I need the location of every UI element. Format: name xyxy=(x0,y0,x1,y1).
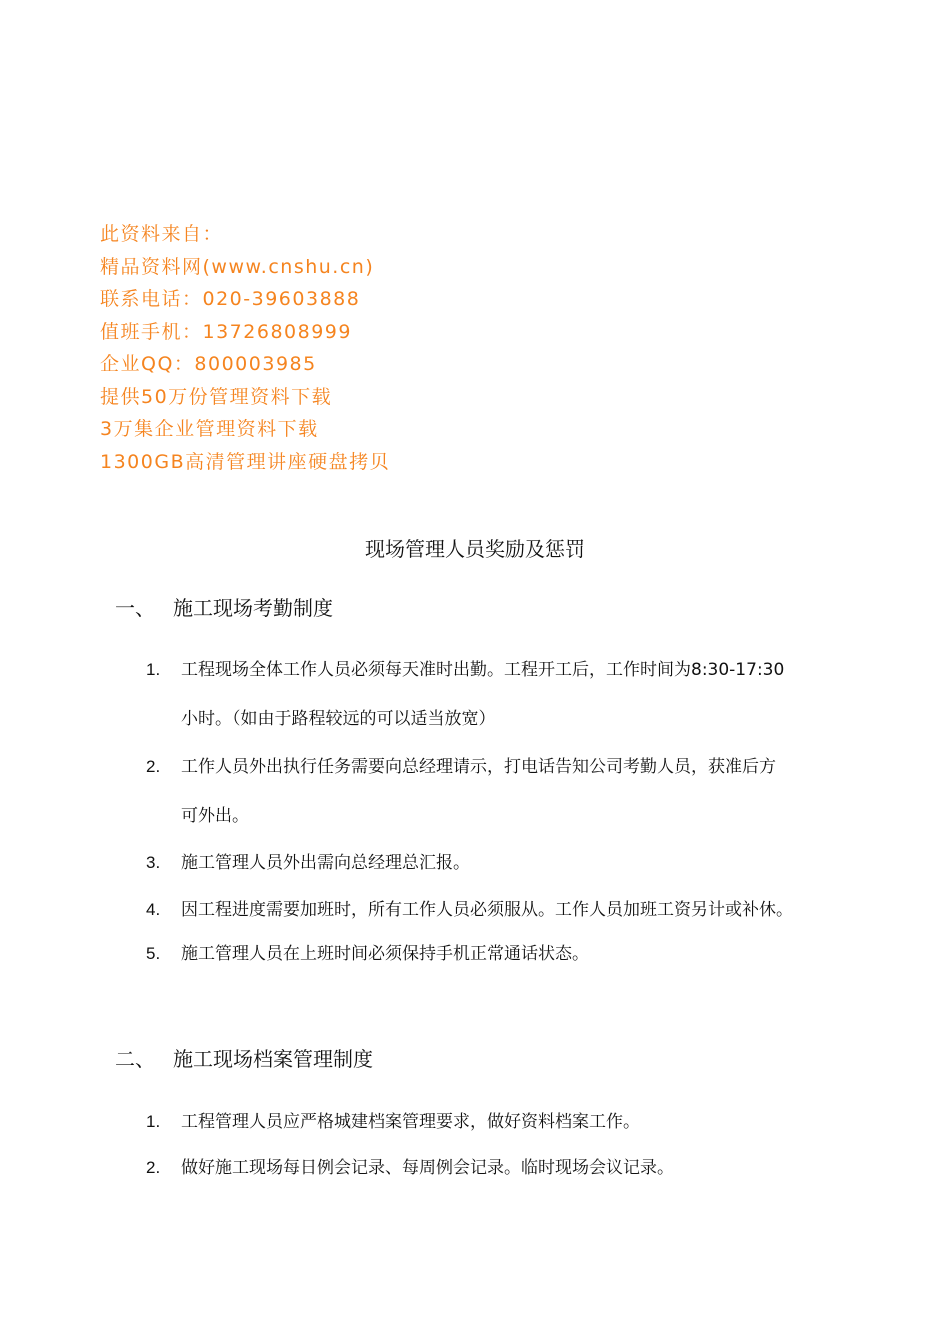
notice-line: 提供50万份管理资料下载 xyxy=(100,385,333,408)
item-text-continuation: 小时。（如由于路程较远的可以适当放宽） xyxy=(181,709,496,729)
item-index: 5. xyxy=(146,944,161,963)
item-index: 2. xyxy=(146,757,161,776)
section-number: 一、 xyxy=(115,596,155,620)
item-index: 1. xyxy=(146,660,161,679)
item-text: 施工管理人员在上班时间必须保持手机正常通话状态。 xyxy=(181,944,589,964)
item-index: 4. xyxy=(146,900,161,919)
item-text-continuation: 可外出。 xyxy=(181,806,249,826)
item-text: 施工管理人员外出需向总经理总汇报。 xyxy=(181,853,470,873)
notice-line: 企业QQ：800003985 xyxy=(100,353,317,375)
item-text: 工作人员外出执行任务需要向总经理请示，打电话告知公司考勤人员，获准后方 xyxy=(181,757,776,777)
item-index: 3. xyxy=(146,853,161,872)
notice-line: 值班手机：13726808999 xyxy=(100,320,352,343)
notice-line: 此资料来自： xyxy=(100,223,224,245)
source-notice xyxy=(100,218,390,478)
document-title: 现场管理人员奖励及惩罚 xyxy=(365,537,585,561)
section-heading xyxy=(115,594,333,622)
item-text: 工程管理人员应严格城建档案管理要求，做好资料档案工作。 xyxy=(181,1112,640,1132)
section-number: 二、 xyxy=(115,1047,155,1071)
notice-line: 联系电话：020-39603888 xyxy=(100,288,361,310)
section-heading-text: 施工现场档案管理制度 xyxy=(173,1047,373,1071)
item-index: 2. xyxy=(146,1158,161,1177)
section-heading xyxy=(115,1045,373,1073)
notice-line: 精品资料网(www.cnshu.cn) xyxy=(100,255,375,278)
item-text: 因工程进度需要加班时，所有工作人员必须服从。工作人员加班工资另计或补休。 xyxy=(181,900,793,920)
notice-line: 1300GB高清管理讲座硬盘拷贝 xyxy=(100,450,391,473)
item-text: 工程现场全体工作人员必须每天准时出勤。工程开工后，工作时间为8:30-17:30 xyxy=(181,660,785,680)
item-index: 1. xyxy=(146,1112,161,1131)
notice-line: 3万集企业管理资料下载 xyxy=(100,418,319,440)
item-text: 做好施工现场每日例会记录、每周例会记录。临时现场会议记录。 xyxy=(181,1158,674,1178)
section-heading-text: 施工现场考勤制度 xyxy=(173,596,333,620)
